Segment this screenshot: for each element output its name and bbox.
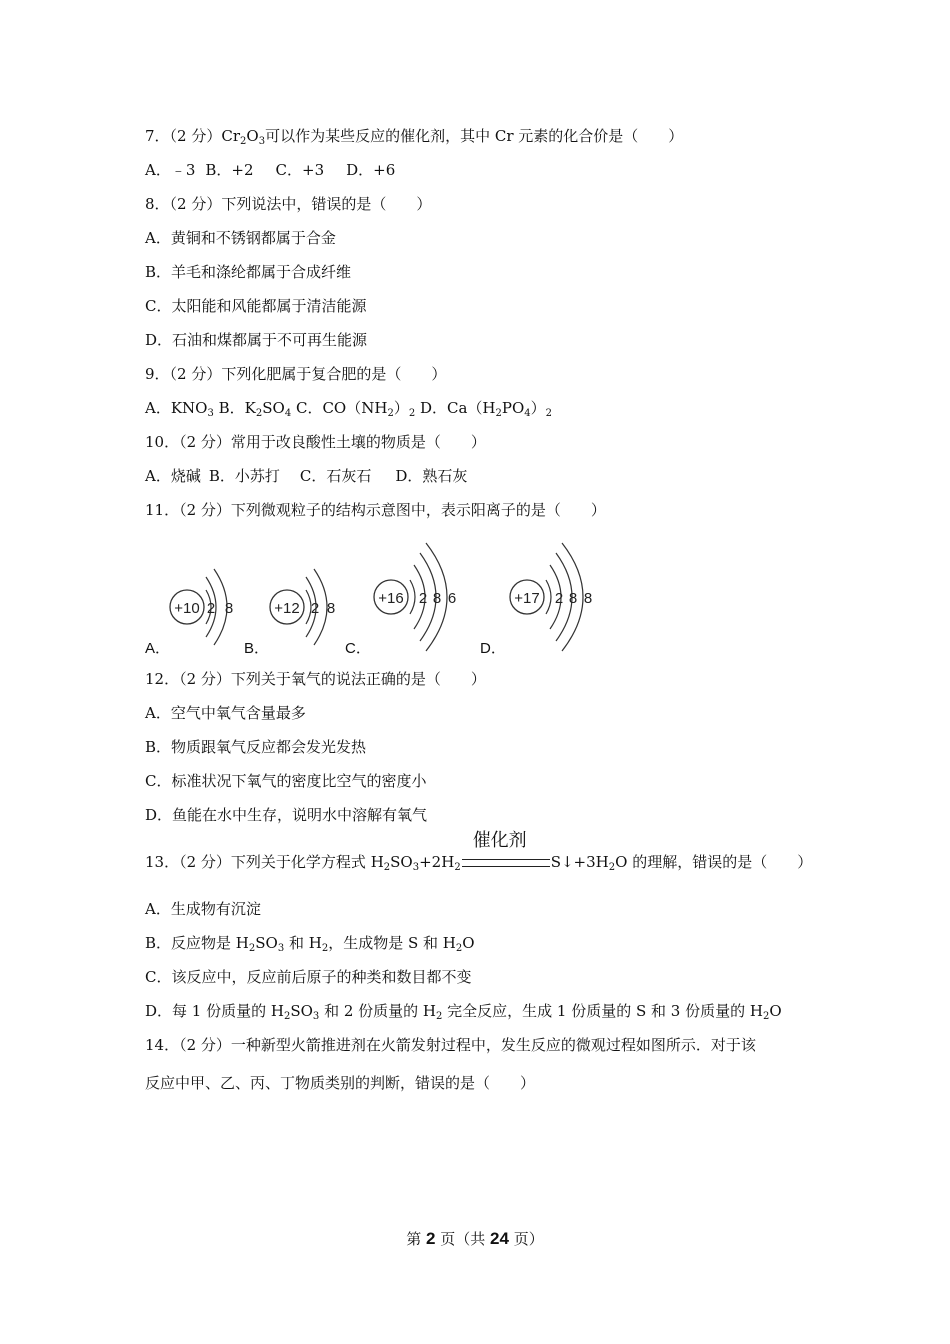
option-d: D．石油和煤都属于不可再生能源 bbox=[145, 331, 368, 349]
subscript: 2 bbox=[408, 408, 416, 419]
subscript: 2 bbox=[383, 862, 391, 873]
subscript: 2 bbox=[455, 943, 463, 954]
option-b: B．羊毛和涤纶都属于合成纤维 bbox=[145, 263, 352, 281]
formula-part: ） bbox=[530, 399, 546, 417]
formula-part: Cr bbox=[221, 127, 241, 145]
stem-text: 下列关于化学方程式 bbox=[230, 853, 371, 871]
atom-diagram-b bbox=[270, 569, 335, 645]
option-b-label: B． bbox=[244, 640, 270, 657]
subscript: 3 bbox=[277, 943, 285, 954]
formula-part: H bbox=[370, 853, 384, 871]
option-a-label: A． bbox=[145, 640, 171, 657]
option-text: 和 2 份质量的 H bbox=[319, 1002, 436, 1020]
option-text: 完全反应，生成 1 份质量的 S 和 3 份质量的 H bbox=[442, 1002, 763, 1020]
question-9-stem bbox=[145, 364, 446, 384]
shell-electrons: 8 bbox=[583, 590, 593, 607]
question-7-stem bbox=[145, 126, 683, 146]
shell-electrons: 8 bbox=[432, 590, 442, 607]
nucleus-charge: +12 bbox=[274, 600, 300, 617]
subscript: 2 bbox=[255, 408, 263, 419]
question-score: （2 分） bbox=[179, 501, 231, 519]
option-c-label: C． bbox=[345, 640, 371, 657]
option-c: C．该反应中，反应前后原子的种类和数目都不变 bbox=[145, 968, 472, 986]
nucleus-charge: +17 bbox=[514, 590, 540, 607]
option-text: ，生成物是 S 和 H bbox=[328, 934, 456, 952]
formula-part: ） bbox=[393, 399, 409, 417]
option-c: C．石灰石 bbox=[299, 467, 372, 485]
question-9-options bbox=[145, 398, 552, 418]
subscript: 2 bbox=[495, 408, 502, 419]
question-number: 7． bbox=[145, 127, 170, 145]
subscript: 4 bbox=[284, 408, 292, 419]
shell-arc bbox=[410, 580, 415, 614]
question-number: 11． bbox=[145, 501, 180, 519]
question-8-stem bbox=[145, 194, 431, 214]
option-a: A．﹣3 bbox=[145, 161, 196, 179]
question-10-options bbox=[145, 466, 467, 486]
option-d: D．+6 bbox=[346, 161, 396, 179]
option-c: C．+3 bbox=[275, 161, 325, 179]
stem-text: 下列关于氧气的说法正确的是（ ） bbox=[230, 670, 486, 688]
question-number: 9． bbox=[145, 365, 170, 383]
stem-text: 一种新型火箭推进剂在火箭发射过程中，发生反应的微观过程如图所示．对于该 bbox=[230, 1036, 756, 1054]
page-number: 2 bbox=[426, 1229, 436, 1248]
question-7-options bbox=[145, 160, 395, 180]
subscript: 3 bbox=[412, 862, 420, 873]
option-text: D．每 1 份质量的 H bbox=[145, 1002, 284, 1020]
subscript: 2 bbox=[283, 1011, 291, 1022]
formula-part: SO bbox=[255, 934, 278, 952]
atom-diagram-a bbox=[170, 569, 233, 645]
shell-electrons: 2 bbox=[206, 600, 216, 617]
stem-text: 下列说法中，错误的是（ ） bbox=[221, 195, 432, 213]
subscript: 2 bbox=[608, 862, 616, 873]
option-text: B．反应物是 H bbox=[145, 934, 249, 952]
option-a: A．生成物有沉淀 bbox=[145, 900, 261, 918]
question-score: （2 分） bbox=[179, 1036, 231, 1054]
option-c: C．标准状况下氧气的密度比空气的密度小 bbox=[145, 772, 427, 790]
formula-part: S↓+3H bbox=[550, 853, 609, 871]
subscript: 2 bbox=[387, 408, 394, 419]
formula-part: SO bbox=[290, 1002, 313, 1020]
formula-part: O bbox=[246, 127, 259, 145]
atom-diagram-c bbox=[374, 543, 456, 651]
option-a: A．空气中氧气含量最多 bbox=[145, 704, 306, 722]
formula-part: PO bbox=[501, 399, 525, 417]
option-d bbox=[145, 1001, 782, 1021]
question-13-stem bbox=[145, 830, 813, 873]
option-c: C．太阳能和风能都属于清洁能源 bbox=[145, 297, 367, 315]
shell-electrons: 8 bbox=[568, 590, 578, 607]
shell-electrons: 8 bbox=[326, 600, 336, 617]
subscript: 2 bbox=[762, 1011, 770, 1022]
shell-electrons: 2 bbox=[554, 590, 564, 607]
question-score: （2 分） bbox=[169, 195, 222, 213]
shell-electrons: 8 bbox=[224, 600, 234, 617]
footer-text: 第 bbox=[406, 1230, 427, 1248]
question-12-stem bbox=[145, 669, 486, 689]
reaction-condition bbox=[461, 830, 551, 872]
stem-text: 下列化肥属于复合肥的是（ ） bbox=[221, 365, 447, 383]
subscript: 3 bbox=[312, 1011, 320, 1022]
question-number: 12． bbox=[145, 670, 180, 688]
atom-structure-diagrams bbox=[0, 535, 950, 655]
option-d: D．Ca（H bbox=[419, 399, 496, 417]
shell-electrons: 6 bbox=[447, 590, 457, 607]
question-score: （2 分） bbox=[169, 127, 222, 145]
option-b: B．+2 bbox=[205, 161, 254, 179]
atom-diagram-d bbox=[510, 543, 592, 651]
catalyst-label: 催化剂 bbox=[472, 830, 527, 850]
option-b: B．小苏打 bbox=[208, 467, 280, 485]
subscript: 2 bbox=[240, 136, 247, 147]
formula-part: O bbox=[769, 1002, 782, 1020]
option-b bbox=[145, 933, 475, 953]
question-score: （2 分） bbox=[179, 670, 231, 688]
option-c: C．CO（NH bbox=[295, 399, 388, 417]
nucleus-charge: +10 bbox=[174, 600, 200, 617]
subscript: 2 bbox=[545, 408, 553, 419]
formula-part: SO bbox=[390, 853, 413, 871]
option-text: 和 H bbox=[284, 934, 322, 952]
option-a: A．KNO bbox=[145, 399, 208, 417]
option-a: A．烧碱 bbox=[145, 467, 201, 485]
option-b: B．物质跟氧气反应都会发光发热 bbox=[145, 738, 367, 756]
shell-electrons: 2 bbox=[418, 590, 428, 607]
stem-text: 下列微观粒子的结构示意图中，表示阳离子的是（ ） bbox=[230, 501, 606, 519]
stem-text: 常用于改良酸性土壤的物质是（ ） bbox=[230, 433, 486, 451]
question-14-stem-continued: 反应中甲、乙、丙、丁物质类别的判断，错误的是（ ） bbox=[145, 1074, 536, 1092]
option-b: B．K bbox=[218, 399, 256, 417]
subscript: 2 bbox=[248, 943, 256, 954]
shell-arc bbox=[546, 580, 551, 614]
subscript: 2 bbox=[454, 862, 461, 873]
total-pages: 24 bbox=[490, 1229, 509, 1248]
formula-part: O bbox=[615, 853, 628, 871]
stem-text: 的理解，错误的是（ ） bbox=[627, 853, 813, 871]
question-number: 8． bbox=[145, 195, 170, 213]
question-number: 13． bbox=[145, 853, 180, 871]
subscript: 2 bbox=[436, 1011, 443, 1022]
footer-text: 页（共 bbox=[435, 1230, 491, 1248]
question-score: （2 分） bbox=[179, 853, 231, 871]
page-footer bbox=[0, 1228, 950, 1249]
footer-text: 页） bbox=[508, 1230, 544, 1248]
subscript: 4 bbox=[524, 408, 531, 419]
question-number: 10． bbox=[145, 433, 180, 451]
formula-part: SO bbox=[262, 399, 285, 417]
option-a: A．黄铜和不锈钢都属于合金 bbox=[145, 229, 336, 247]
question-14-stem bbox=[145, 1035, 756, 1055]
stem-text: 可以作为某些反应的催化剂，其中 Cr 元素的化合价是（ ） bbox=[265, 127, 684, 145]
subscript: 2 bbox=[321, 943, 329, 954]
formula-part: O bbox=[462, 934, 475, 952]
question-score: （2 分） bbox=[169, 365, 222, 383]
question-10-stem bbox=[145, 432, 486, 452]
shell-electrons: 2 bbox=[310, 600, 320, 617]
option-d: D．鱼能在水中生存，说明水中溶解有氧气 bbox=[145, 806, 428, 824]
question-number: 14． bbox=[145, 1036, 180, 1054]
formula-part: +2H bbox=[419, 853, 455, 871]
question-score: （2 分） bbox=[179, 433, 231, 451]
option-d: D．熟石灰 bbox=[395, 467, 468, 485]
question-11-stem bbox=[145, 500, 606, 520]
equals-sign bbox=[462, 859, 550, 867]
option-d-label: D． bbox=[480, 640, 506, 657]
nucleus-charge: +16 bbox=[378, 590, 404, 607]
subscript: 3 bbox=[258, 136, 266, 147]
subscript: 3 bbox=[207, 408, 214, 419]
